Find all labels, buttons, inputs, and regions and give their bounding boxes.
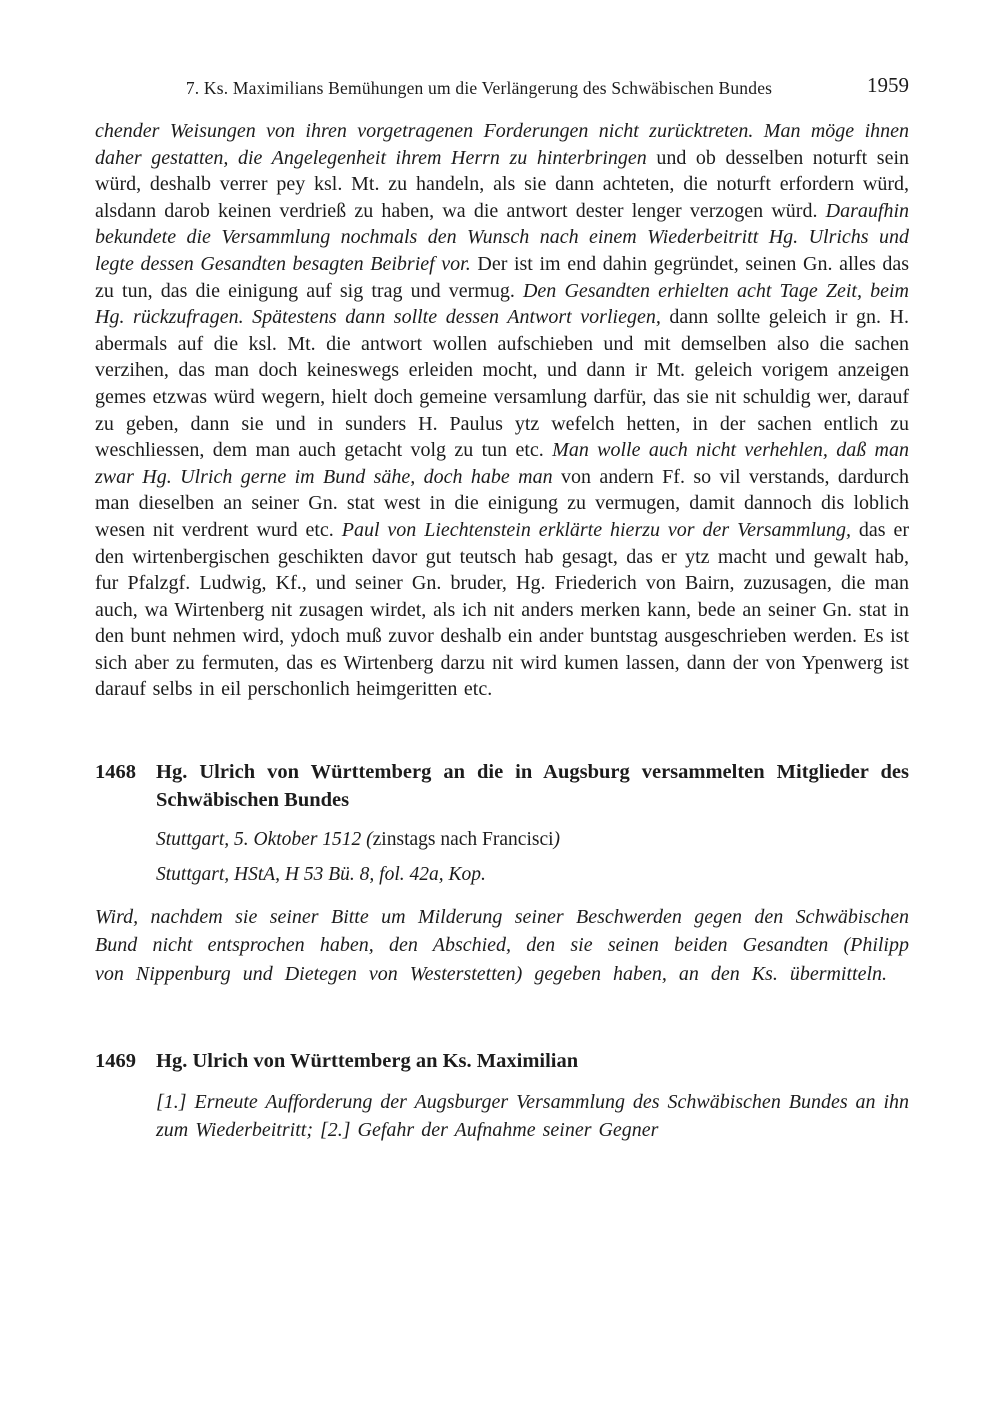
entry-number: 1468 <box>95 761 136 784</box>
entry-1468 <box>95 759 909 988</box>
entry-title: Hg. Ulrich von Württemberg an Ks. Maximilian <box>156 1050 579 1073</box>
entry-title: Hg. Ulrich von Württemberg an die in Augsburg versammelten Mitglieder des Schwäbischen Bundes <box>156 761 909 811</box>
date-segment: zinstags nach Francisci <box>372 829 554 851</box>
text-segment: dann sollte geleich ir gn. H. abermals auf die ksl. Mt. die antwort wollen aufschieben und mit demselben also die sachen verzihen, das man doch keineswegs erleiden mocht, und dann ir Mt. geleich vorigem anzeigen gemes etzwas würd wegern, hielt doch gemeine versamlung darfür, das sie nit schuldig wer, darauf zu geben, dann sie und in sunders H. Paulus ytz wefelch hetten, in der sachen entlich zu weschliessen, dem man auch getacht volg zu tun etc. <box>95 306 909 462</box>
entry-summary: [1.] Erneute Aufforderung der Augsburger Versammlung des Schwäbischen Bundes an ihn zum Wiederbeitritt; [2.] Gefahr der Aufnahme seiner Gegner <box>156 1090 909 1142</box>
entry-number: 1469 <box>95 1050 136 1073</box>
text-segment: chender Weisungen von ihren vorgetragenen Forderungen nicht zurücktreten. Man möge ihnen daher gestatten, die Angelegenheit ihrem Herrn zu hinterbringen <box>95 120 909 169</box>
page-number: 1959 <box>867 73 909 97</box>
text-segment: von andern Ff. so vil verstands, dardurch man dieselben an seiner Gn. stat west in die einigung zu vermugen, damit dannoch dis loblich wesen nit verdrent wurd etc. <box>95 465 909 541</box>
text-segment: Daraufhin bekundete die Versammlung nochmals den Wunsch nach einem Wiederbeitritt Hg. Ulrichs und legte dessen Gesandten besagten Beibrief vor. <box>95 199 909 275</box>
running-header <box>95 73 909 104</box>
date-segment: ) <box>553 829 561 851</box>
entry-date-line <box>95 827 909 853</box>
entry-source-line: Stuttgart, HStA, H 53 Bü. 8, fol. 42a, Kop. <box>156 864 486 886</box>
entry-heading <box>95 759 909 814</box>
text-segment: Der ist im end dahin gegründet, seinen Gn. alles das zu tun, das die einigung auf sig trag und vermug. <box>95 252 910 302</box>
entry-summary: Wird, nachdem sie seiner Bitte um Milderung seiner Beschwerden gegen den Schwäbischen Bund nicht entsprochen haben, den Abschied, den sie seinen beiden Gesandten (Philipp von Nippenburg und Dietegen von Westerstetten) gegeben haben, an den Ks. übermitteln. <box>95 906 909 985</box>
entry-heading <box>95 1048 909 1076</box>
entry-1469 <box>95 1048 909 1144</box>
text-segment: das er den wirtenbergischen geschikten davor gut teutsch hab gesagt, das er ytz macht und gewalt hab, fur Pfalzgf. Ludwig, Kf., und seiner Gn. bruder, Hg. Friederich von Bairn, zuzusagen, die man auch, wa Wirtenberg nit zusagen wirdet, als ich nit anders merken kann, bede an seiner Gn. stat in den bunt nehmen wird, ydoch muß zuvor deshalb ein ander buntstag ausgeschrieben werden. Es ist sich aber zu fermuten, das es Wirtenberg darzu nit wird kumen lassen, dann der von Ypenwerg ist darauf selbs in eil perschonlich heimgeritten etc. <box>95 518 910 701</box>
date-segment: Stuttgart, 5. Oktober 1512 ( <box>156 829 373 851</box>
text-segment: Den Gesandten erhielten acht Tage Zeit, beim Hg. rückzufragen. Spätestens dann sollte dessen Antwort vorliegen, <box>95 279 909 329</box>
continuation-paragraph <box>95 118 909 703</box>
text-segment: Man wolle auch nicht verhehlen, daß man zwar Hg. Ulrich gerne im Bund sähe, doch habe man <box>95 439 909 488</box>
running-header-title: 7. Ks. Maximilians Bemühungen um die Verlängerung des Schwäbischen Bundes <box>185 78 773 98</box>
text-segment: und ob desselben noturft sein würd, deshalb verrer pey ksl. Mt. zu handeln, als sie dann achteten, die noturft erfordern würd, alsdann darob keinen verdrieß zu haben, wa die antwort dester lenger verzogen würd. <box>95 146 910 222</box>
text-segment: Paul von Liechtenstein erklärte hierzu vor der Versammlung, <box>341 518 859 541</box>
